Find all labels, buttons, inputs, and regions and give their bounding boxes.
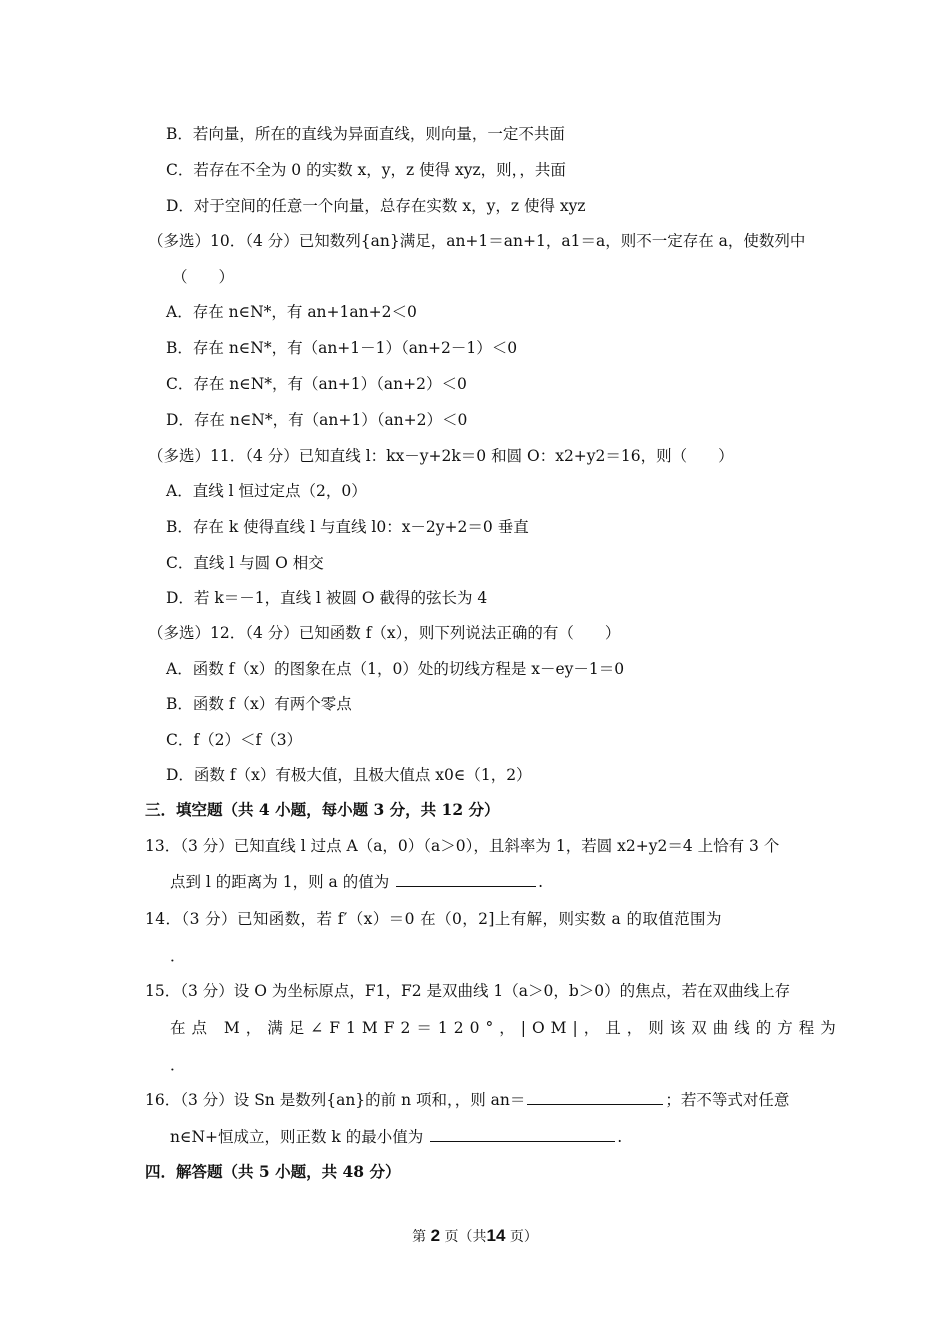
q9-option-d: D．对于空间的任意一个向量，总存在实数 x，y，z 使得 xyz [166,197,586,215]
footer-pre: 第 [412,1229,427,1245]
q9-option-b: B．若向量，所在的直线为异面直线，则向量，一定不共面 [166,125,565,143]
q16-line1-tail: ；若不等式对任意 [665,1091,790,1109]
q12-option-a: A．函数 f（x）的图象在点（1，0）处的切线方程是 x－ey－1＝0 [166,660,625,678]
q12-stem: （多选）12．（4 分）已知函数 f（x），则下列说法正确的有（ ） [148,624,621,642]
q14-line1: 14．（3 分）已知函数，若 f′（x）＝0 在（0，2]上有解，则实数 a 的取值范围为 [145,910,722,928]
q11-option-a: A．直线 l 恒过定点（2，0） [166,482,367,500]
q16-line2-text: n∈N+恒成立，则正数 k 的最小值为 [170,1128,424,1146]
q12-option-d: D．函数 f（x）有极大值，且极大值点 x0∈（1，2） [166,766,532,784]
footer-post: 页） [509,1229,538,1245]
q15-line3: ． [170,1056,186,1074]
footer-page-number: 2 [430,1226,441,1245]
q10-answer-paren: （ ） [172,268,235,286]
page-footer [0,1226,950,1246]
q16-an-blank[interactable] [527,1090,663,1105]
q16-period: . [617,1128,623,1146]
q14-line2: ． [170,947,186,965]
q11-stem: （多选）11．（4 分）已知直线 l：kx－y+2k＝0 和圆 O：x2+y2＝16，则（ ） [148,447,734,465]
q10-option-a: A．存在 n∈N*，有 an+1an+2＜0 [166,303,417,321]
q16-line1-text: 16．（3 分）设 Sn 是数列{an}的前 n 项和，，则 an＝ [145,1091,526,1109]
q10-stem: （多选）10．（4 分）已知数列{an}满足，an+1＝an+1，a1＝a，则不一定存在 a，使数列中 [148,232,806,250]
q13-period: . [538,873,544,891]
q16-k-blank[interactable] [430,1127,615,1142]
q13-line2 [170,872,543,892]
q13-line2-text: 点到 l 的距离为 1，则 a 的值为 [170,873,390,891]
footer-mid: 页（共 [444,1229,487,1245]
q16-line2 [170,1127,622,1147]
q10-option-b: B．存在 n∈N*，有（an+1－1）（an+2－1）＜0 [166,339,518,357]
q15-line2: 在点 M，满足∠F1MF2＝120°，|OM|，且，则该双曲线的方程为 [170,1019,842,1037]
q11-option-b: B．存在 k 使得直线 l 与直线 l0：x－2y+2＝0 垂直 [166,518,529,536]
section-heading-solutions: 四．解答题（共 5 小题，共 48 分） [145,1162,401,1181]
footer-total-pages: 14 [486,1226,506,1245]
q12-option-b: B．函数 f（x）有两个零点 [166,695,352,713]
q11-option-d: D．若 k＝－1，直线 l 被圆 O 截得的弦长为 4 [166,589,488,607]
q10-option-d: D．存在 n∈N*，有（an+1）（an+2）＜0 [166,411,468,429]
q9-option-c: C．若存在不全为 0 的实数 x，y，z 使得 xyz，则，，共面 [166,161,566,179]
q13-answer-blank[interactable] [396,872,536,887]
q11-option-c: C．直线 l 与圆 O 相交 [166,554,324,572]
q10-option-c: C．存在 n∈N*，有（an+1）（an+2）＜0 [166,375,467,393]
q13-line1: 13．（3 分）已知直线 l 过点 A（a，0）（a＞0），且斜率为 1，若圆 x2+y2＝4 上恰有 3 个 [145,837,780,855]
q15-line1: 15．（3 分）设 O 为坐标原点，F1，F2 是双曲线 1（a＞0，b＞0）的焦点，若在双曲线上存 [145,982,791,1000]
q16-line1 [145,1090,789,1110]
section-heading-fill-in: 三．填空题（共 4 小题，每小题 3 分，共 12 分） [145,800,500,819]
q12-option-c: C．f（2）＜f（3） [166,731,303,749]
